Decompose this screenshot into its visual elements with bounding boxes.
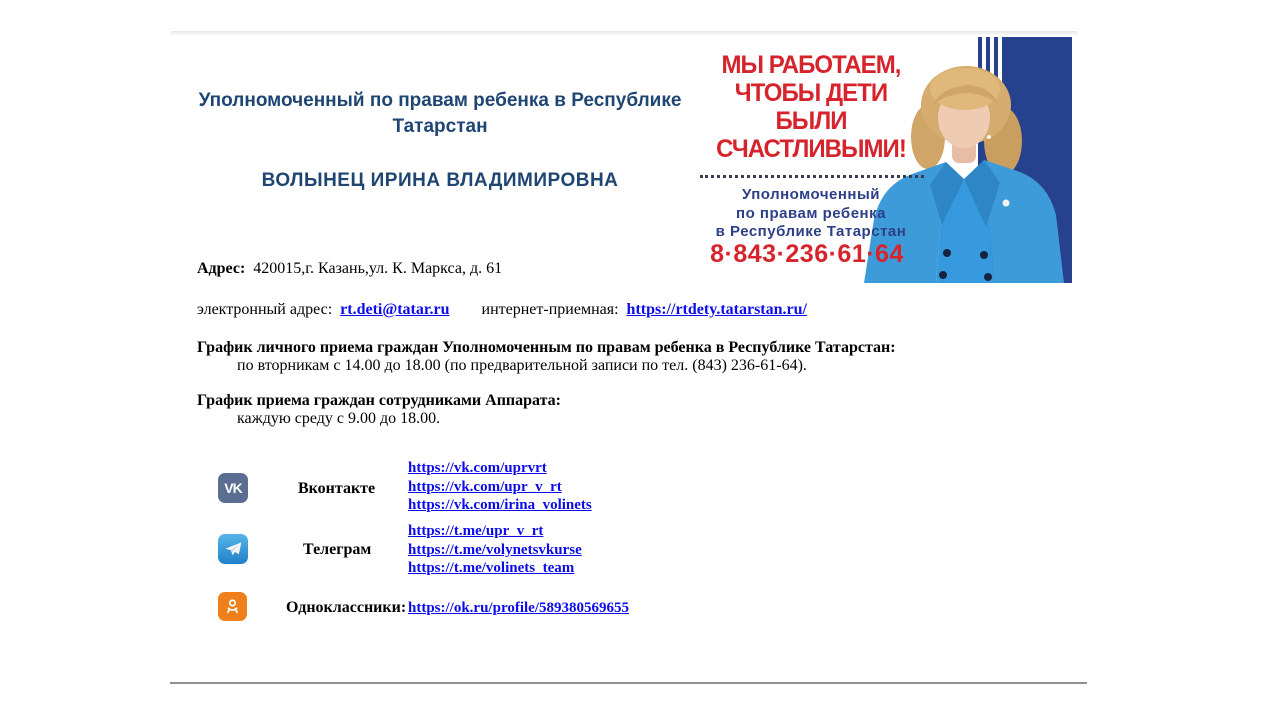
reception-label: интернет-приемная: <box>481 301 619 318</box>
vk-link-2[interactable]: https://vk.com/upr_v_rt <box>408 478 562 495</box>
email-link[interactable]: rt.deti@tatar.ru <box>340 301 450 318</box>
banner-phone: 8·843·236·61·64 <box>710 240 904 268</box>
banner-headline-line: МЫ РАБОТАЕМ, <box>721 51 901 79</box>
banner-subtitle <box>700 186 922 242</box>
vk-glyph: VK <box>224 480 242 496</box>
telegram-link-1[interactable]: https://t.me/upr_v_rt <box>408 523 544 539</box>
address-value: 420015,г. Казань,ул. К. Маркса, д. 61 <box>253 260 503 277</box>
staff-reception-heading: График приема граждан сотрудниками Аппарата: <box>197 392 561 409</box>
banner-subtitle-line: Уполномоченный <box>741 186 881 203</box>
vk-links <box>408 459 592 515</box>
dotted-divider <box>700 175 924 178</box>
ok-link-1[interactable]: https://ok.ru/profile/589380569655 <box>408 600 629 616</box>
qr-code <box>763 427 930 594</box>
page-title-line2: Республике Татарстан <box>392 90 682 137</box>
banner-headline-line: СЧАСТЛИВЫМИ! <box>716 135 906 163</box>
vk-icon <box>218 473 248 503</box>
banner-headline-line: ЧТОБЫ ДЕТИ <box>734 79 888 107</box>
footer-divider <box>170 682 1087 684</box>
document-page <box>170 33 1078 720</box>
telegram-label: Телеграм <box>303 541 372 558</box>
paper-plane-glyph <box>223 539 243 559</box>
odnoklassniki-icon <box>218 592 247 621</box>
vk-link-1[interactable]: https://vk.com/uprvrt <box>408 460 547 476</box>
reception-link[interactable]: https://rtdety.tatarstan.ru/ <box>626 301 807 318</box>
staff-reception-detail: каждую среду с 9.00 до 18.00. <box>237 410 441 427</box>
telegram-link-2[interactable]: https://t.me/volynetsvkurse <box>408 541 582 558</box>
ok-label: Одноклассники: <box>286 599 407 616</box>
telegram-links <box>408 522 582 578</box>
page-title <box>180 88 700 140</box>
email-label: электронный адрес: <box>197 301 333 318</box>
email-row <box>197 301 807 319</box>
ok-links <box>408 599 629 618</box>
ok-person-glyph <box>223 597 242 616</box>
personal-reception-heading: График личного приема граждан Уполномоченным по правам ребенка в Республике Татарстан: <box>197 339 896 356</box>
telegram-link-3[interactable]: https://t.me/volinets_team <box>408 560 575 577</box>
vk-link-3[interactable]: https://vk.com/irina_volinets <box>408 497 592 514</box>
banner-headline <box>704 51 917 163</box>
banner-subtitle-line: по правам ребенка <box>736 204 886 222</box>
vk-label: Вконтакте <box>298 480 376 497</box>
page-top-edge <box>170 31 1078 35</box>
address-row <box>197 260 502 278</box>
address-label: Адрес: <box>197 260 246 277</box>
banner-headline-line: БЫЛИ <box>775 107 847 135</box>
personal-reception-detail: по вторникам с 14.00 до 18.00 (по предварительной записи по тел. (843) 236-61-64). <box>237 357 807 374</box>
promo-banner <box>700 37 1078 285</box>
page-title-line1: Уполномоченный по правам ребенка в <box>198 90 566 111</box>
telegram-icon <box>218 534 248 564</box>
commissioner-name: ВОЛЫНЕЦ ИРИНА ВЛАДИМИРОВНА <box>261 170 619 191</box>
banner-subtitle-line: в Республике Татарстан <box>715 223 907 240</box>
